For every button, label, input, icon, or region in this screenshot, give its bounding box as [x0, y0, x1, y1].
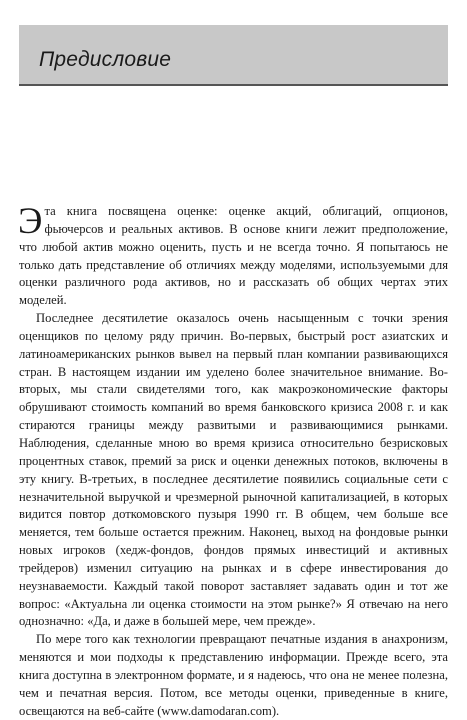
paragraph-1 — [19, 203, 448, 310]
chapter-title: Предисловие — [39, 48, 172, 71]
paragraph-1-text: та книга посвящена оценке: оценке акций, облигаций, опционов, фьючерсов и реальных активов. В основе книги лежит предположение, что любой актив можно оценить, пусть и не всегда точно. Я попытаюсь не только дать представление об отличиях между моделями, используемыми для оценки различного рода активов, но и рассказать об общих чертах этих моделей. — [19, 204, 448, 308]
body-text — [19, 203, 448, 720]
drop-cap: Э — [18, 201, 43, 242]
paragraph-3: По мере того как технологии превращают печатные издания в анахронизм, меняются и мои подходы к представлению информации. Прежде всего, эта книга доступна в электронном формате, и я надеюсь, что она не менее полезна, чем и печатная версия. Потом, все методы оценки, приведенные в книге, освещаются на веб-сайте (www.damodaran.com). — [19, 632, 448, 718]
paragraph-2: Последнее десятилетие оказалось очень насыщенным с точки зрения оценщиков по целому ряду причин. Во-первых, быстрый рост азиатских и латиноамериканских рынков вывел на первый план компании развивающихся стран. В настоящем издании им уделено более значительное внимание. Во-вторых, мы стали свидетелями того, как макроэкономические факторы обрушивают стоимость компаний во время банковского кризиса 2008 г. и как стираются границы между развитыми и развивающимися рынками. Наблюдения, сделанные мною во время кризиса относительно безрисковых процентных ставок, премий за риск и оценки денежных потоков, включены в эту книгу. В-третьих, в последнее десятилетие появились социальные сети с незначительной выручкой и чрезмерной рыночной капитализацией, в которых видится повтор доткомовского пузыря 1990 гг. В общем, чем больше все меняется, тем больше остается прежним. Наконец, выход на фондовые рынки новых игроков (хедж-фондов, фондов прямых инвестиций и активных трейдеров) изменил ситуацию на рынках и в сфере инвестирования до неузнаваемости. Каждый такой поворот заставляет задавать один и тот же вопрос: «Актуальна ли оценка стоимости на этом рынке?» Я отвечаю на него однозначно: «Да, и даже в большей мере, чем прежде». — [19, 311, 448, 629]
chapter-header-band — [19, 25, 448, 86]
